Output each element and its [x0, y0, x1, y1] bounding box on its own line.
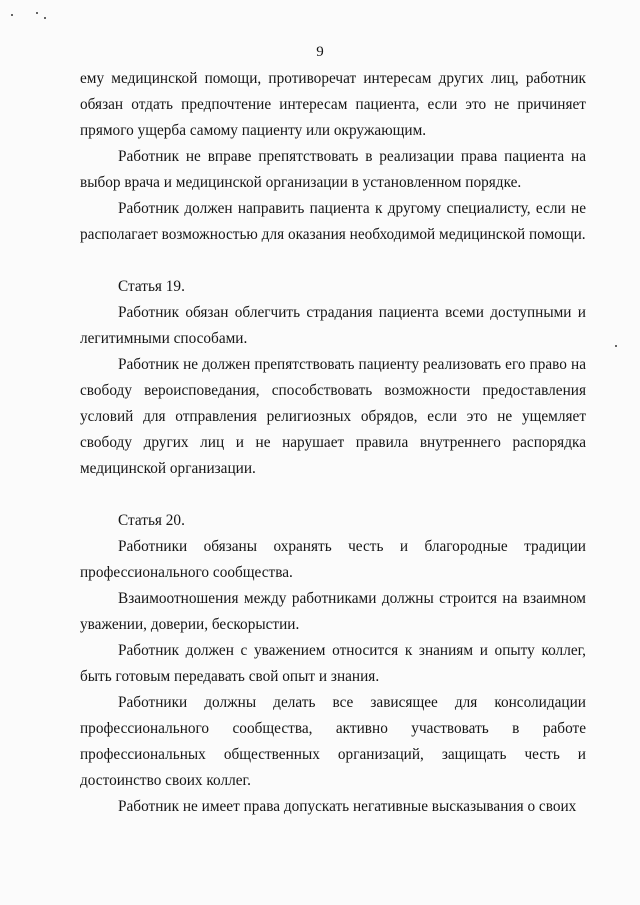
paragraph: Работник должен направить пациента к другому специалисту, если не располагает возможностью для оказания необходимой медицинской помощи. — [80, 200, 586, 243]
scan-speck — [615, 345, 617, 347]
article-heading: Статья 20. — [118, 512, 185, 529]
page-number: 9 — [316, 44, 324, 60]
paragraph: Взаимоотношения между работниками должны строится на взаимном уважении, доверии, бескорыстии. — [80, 590, 586, 633]
paragraph: Работник не должен препятствовать пациенту реализовать его право на свободу вероисповедания, способствовать возможности предоставления условий для отправления религиозных обрядов, если это не ущемляет свободу других лиц и не нарушает правила внутреннего распорядка медицинской организации. — [80, 356, 586, 477]
paragraph: Работник обязан облегчить страдания пациента всеми доступными и легитимными способами. — [80, 304, 586, 347]
paragraph: ему медицинской помощи, противоречат интересам других лиц, работник обязан отдать предпочтение интересам пациента, если это не причиняет прямого ущерба самому пациенту или окружающим. — [80, 70, 586, 139]
paragraph: Работники должны делать все зависящее для консолидации профессионального сообщества, активно участвовать в работе профессиональных общественных организаций, защищать честь и достоинство своих коллег. — [80, 694, 586, 789]
scan-speck — [44, 17, 46, 19]
paragraph: Работник не вправе препятствовать в реализации права пациента на выбор врача и медицинской организации в установленном порядке. — [80, 148, 586, 191]
document-body — [80, 66, 586, 820]
scan-speck — [36, 12, 38, 14]
article-heading: Статья 19. — [118, 278, 185, 295]
paragraph: Работники обязаны охранять честь и благородные традиции профессионального сообщества. — [80, 538, 586, 581]
paragraph: Работник не имеет права допускать негативные высказывания о своих — [118, 798, 577, 815]
paragraph: Работник должен с уважением относится к знаниям и опыту коллег, быть готовым передавать свой опыт и знания. — [80, 642, 586, 685]
scan-speck — [11, 14, 13, 16]
